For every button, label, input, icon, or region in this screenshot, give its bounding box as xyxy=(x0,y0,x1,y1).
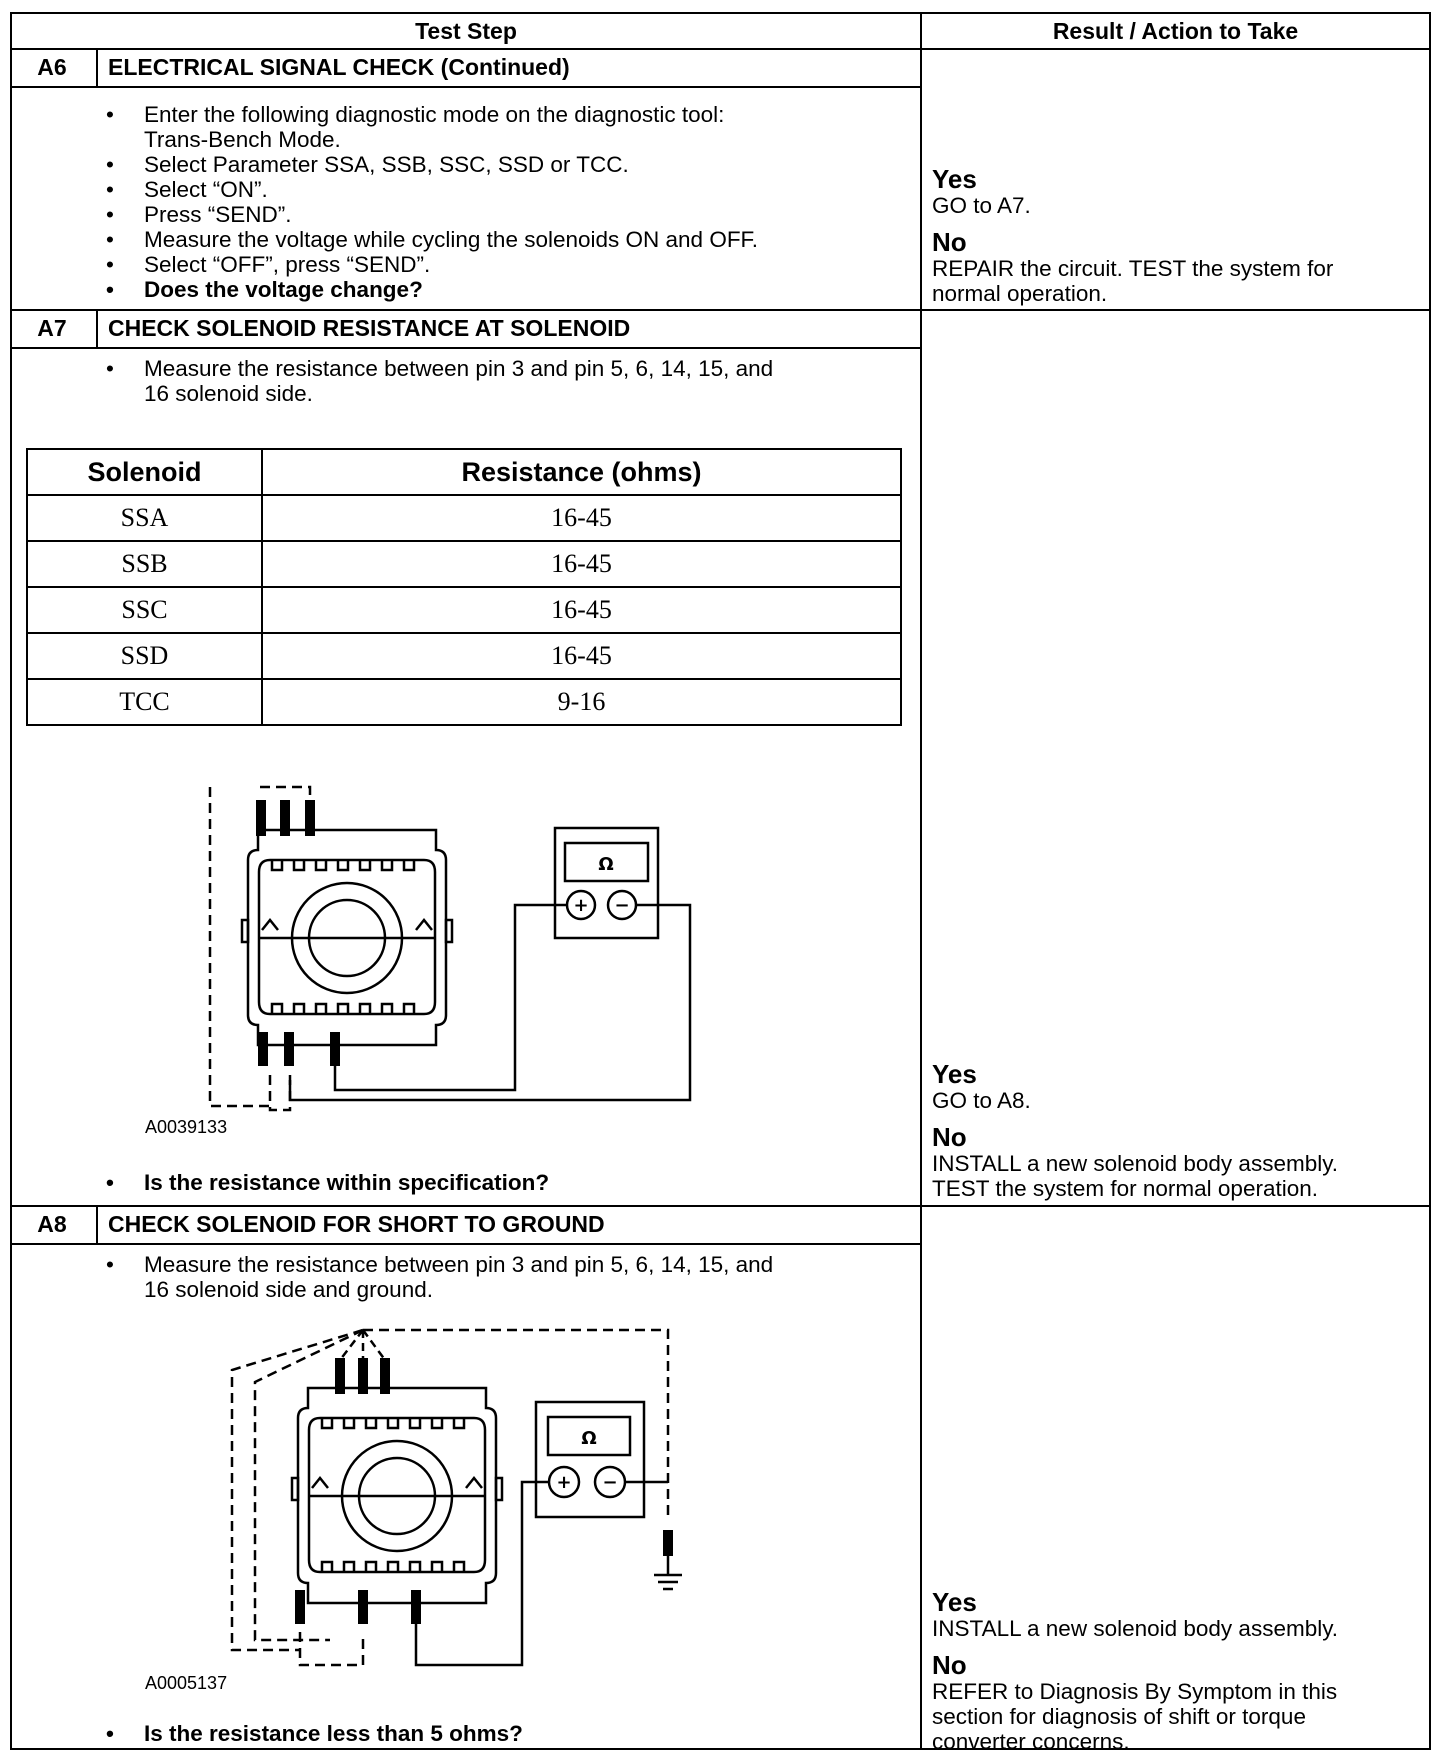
a6-yes-label: Yes xyxy=(932,164,977,194)
table-row xyxy=(27,633,901,679)
table-cell-solenoid: SSD xyxy=(27,633,262,679)
column-divider xyxy=(920,12,922,1750)
table-header-resistance: Resistance (ohms) xyxy=(262,449,901,495)
a6-yes-text: GO to A7. xyxy=(932,193,1031,218)
a6-no-text-2: normal operation. xyxy=(932,281,1108,306)
a7-figure-id: A0039133 xyxy=(145,1117,228,1137)
table-row xyxy=(27,541,901,587)
a8-title-divider xyxy=(10,1243,920,1245)
a8-figure-id: A0005137 xyxy=(145,1673,228,1693)
header-divider xyxy=(10,48,1431,50)
step-a6-id: A6 xyxy=(37,54,67,80)
a7-result xyxy=(932,1060,1338,1201)
step-a6-title: ELECTRICAL SIGNAL CHECK (Continued) xyxy=(108,54,570,80)
a6-result xyxy=(932,165,1333,306)
a7-meter-minus: − xyxy=(614,895,630,916)
table-header-row xyxy=(27,449,901,495)
table-cell-resistance: 9-16 xyxy=(262,679,901,725)
a7-meter-ohm-symbol: Ω xyxy=(598,854,614,875)
a7-no-text-2: TEST the system for normal operation. xyxy=(932,1176,1318,1201)
a7-yes-label: Yes xyxy=(932,1059,977,1089)
a8-yes-text: INSTALL a new solenoid body assembly. xyxy=(932,1616,1339,1641)
header-test-step: Test Step xyxy=(415,18,517,44)
a7-title-divider xyxy=(10,347,920,349)
a8-no-text-1: REFER to Diagnosis By Symptom in this xyxy=(932,1679,1338,1704)
step-a7-title: CHECK SOLENOID RESISTANCE AT SOLENOID xyxy=(108,315,631,341)
table-cell-solenoid: SSA xyxy=(27,495,262,541)
table-cell-solenoid: TCC xyxy=(27,679,262,725)
a8-id-divider xyxy=(96,1205,98,1245)
a8-solenoid-ground-diagram xyxy=(220,1320,700,1680)
a6-id-divider xyxy=(96,48,98,88)
a6-no-label: No xyxy=(932,227,967,257)
table-cell-resistance: 16-45 xyxy=(262,495,901,541)
a8-meter-minus: − xyxy=(602,1472,618,1493)
a6-title-divider xyxy=(10,86,920,88)
table-header-solenoid: Solenoid xyxy=(27,449,262,495)
a8-meter-ohm-symbol: Ω xyxy=(581,1428,597,1449)
table-cell-resistance: 16-45 xyxy=(262,587,901,633)
table-row xyxy=(27,679,901,725)
resistance-spec-table xyxy=(26,448,902,726)
table-cell-solenoid: SSC xyxy=(27,587,262,633)
a7-solenoid-meter-diagram xyxy=(190,780,710,1120)
a7-bottom-divider xyxy=(10,1205,1431,1207)
a6-bottom-divider xyxy=(10,309,1431,311)
a7-no-text-1: INSTALL a new solenoid body assembly. xyxy=(932,1151,1339,1176)
table-cell-resistance: 16-45 xyxy=(262,633,901,679)
a8-meter-plus: + xyxy=(556,1472,572,1493)
a7-yes-text: GO to A8. xyxy=(932,1088,1031,1113)
a7-id-divider xyxy=(96,309,98,349)
a8-result xyxy=(932,1588,1338,1754)
a8-no-text-3: converter concerns. xyxy=(932,1729,1130,1754)
table-cell-resistance: 16-45 xyxy=(262,541,901,587)
header-result: Result / Action to Take xyxy=(1052,18,1299,44)
step-a7-id: A7 xyxy=(37,315,67,341)
step-a8-title: CHECK SOLENOID FOR SHORT TO GROUND xyxy=(108,1211,605,1237)
step-a8-id: A8 xyxy=(37,1211,67,1237)
table-row xyxy=(27,587,901,633)
a7-no-label: No xyxy=(932,1122,967,1152)
a8-no-label: No xyxy=(932,1650,967,1680)
a7-meter-plus: + xyxy=(573,895,589,916)
a8-yes-label: Yes xyxy=(932,1587,977,1617)
a8-no-text-2: section for diagnosis of shift or torque xyxy=(932,1704,1306,1729)
table-row xyxy=(27,495,901,541)
a6-no-text-1: REPAIR the circuit. TEST the system for xyxy=(932,256,1334,281)
table-cell-solenoid: SSB xyxy=(27,541,262,587)
